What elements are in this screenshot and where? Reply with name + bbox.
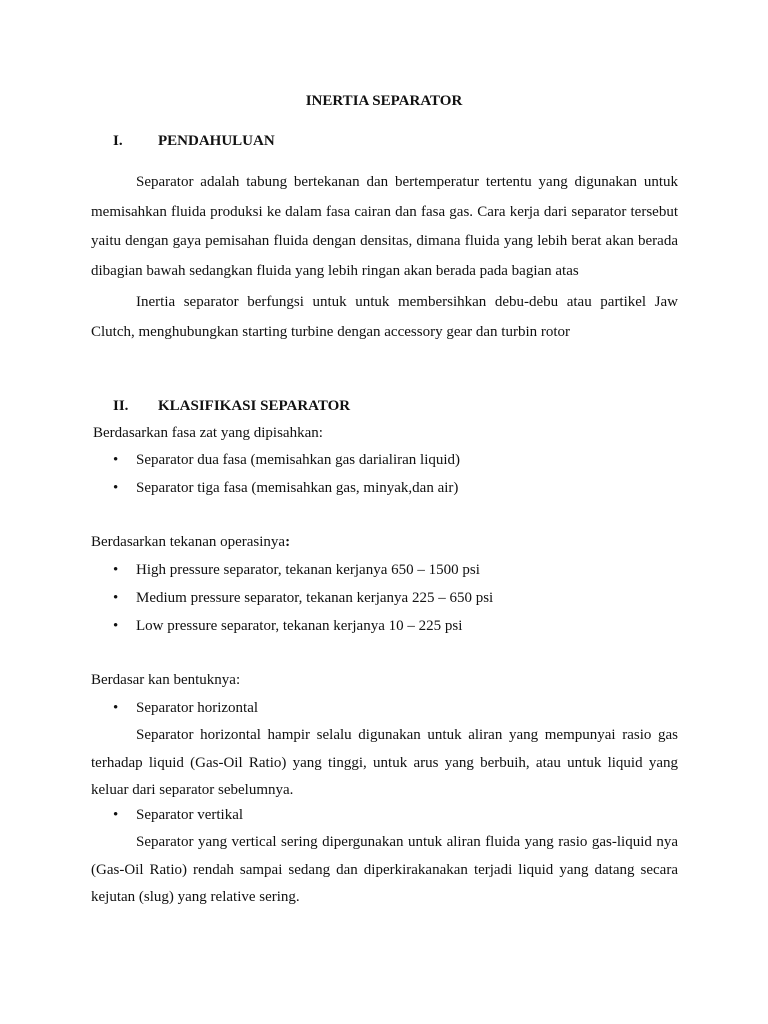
group-2-label-text: Berdasarkan tekanan operasinya [91, 534, 286, 550]
section-1-paragraph-2 [91, 288, 678, 347]
bullet-icon: • [113, 452, 119, 468]
paragraph-text: Separator adalah tabung bertekanan dan bertemperatur tertentu yang digunakan untuk memisahkan fluida produksi ke dalam fasa cairan dan fasa gas. Cara kerja dari separator tersebut yaitu dengan gaya pemisahan fluida dengan densitas, dimana fluida yang lebih berat akan berada dibagian bawah sedangkan fluida yang lebih ringan akan berada pada bagian atas [91, 174, 678, 279]
bullet-icon: • [113, 807, 119, 823]
document-title: INERTIA SEPARATOR [305, 93, 463, 109]
section-1-number: I. [113, 133, 123, 149]
bullet-icon: • [113, 590, 119, 606]
bullet-icon: • [113, 618, 119, 634]
group-1-label: Berdasarkan fasa zat yang dipisahkan: [93, 425, 323, 441]
section-2-heading: KLASIFIKASI SEPARATOR [158, 398, 351, 414]
bullet-icon: • [113, 700, 119, 716]
group-3-label: Berdasar kan bentuknya: [91, 672, 241, 688]
list-item: Separator horizontal [136, 700, 259, 716]
paragraph-text: Separator yang vertical sering dipergunakan untuk aliran fluida yang rasio gas-liquid nya (Gas-Oil Ratio) rendah sampai sedang dan diperkirakanakan terjadi liquid yang datang secara kejutan (slug) yang relative sering. [91, 834, 678, 905]
section-1-paragraph-1 [91, 168, 678, 286]
group-2-label-colon: : [285, 534, 291, 550]
list-item: Medium pressure separator, tekanan kerjanya 225 – 650 psi [136, 590, 494, 606]
paragraph-text: Inertia separator berfungsi untuk untuk membersihkan debu-debu atau partikel Jaw Clutch, menghubungkan starting turbine dengan accessory gear dan turbin rotor [91, 294, 678, 340]
list-item-description [91, 722, 678, 805]
list-item: Separator dua fasa (memisahkan gas darialiran liquid) [136, 452, 461, 468]
bullet-icon: • [113, 562, 119, 578]
paragraph-text: Separator horizontal hampir selalu digunakan untuk aliran yang mempunyai rasio gas terhadap liquid (Gas-Oil Ratio) yang tinggi, untuk arus yang berbuih, atau untuk liquid yang keluar dari separator sebelumnya. [91, 727, 678, 798]
section-1-heading: PENDAHULUAN [158, 133, 275, 149]
list-item: Low pressure separator, tekanan kerjanya 10 – 225 psi [136, 618, 463, 634]
section-2-number: II. [113, 398, 129, 414]
list-item: High pressure separator, tekanan kerjanya 650 – 1500 psi [136, 562, 480, 578]
group-2-label [91, 534, 290, 551]
list-item-description [91, 829, 678, 912]
list-item: Separator tiga fasa (memisahkan gas, minyak,dan air) [136, 480, 459, 496]
list-item: Separator vertikal [136, 807, 244, 823]
bullet-icon: • [113, 480, 119, 496]
